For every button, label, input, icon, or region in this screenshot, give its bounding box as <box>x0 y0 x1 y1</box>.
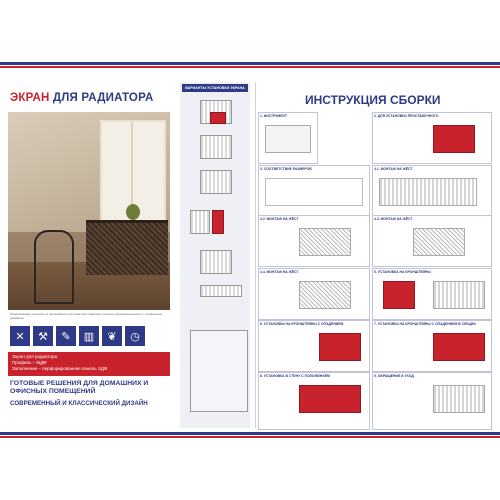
bottom-blue-band <box>0 432 500 435</box>
hammer-icon: ⚒ <box>33 326 53 346</box>
top-blue-band <box>0 62 500 65</box>
product-line-1: Экран для радиатора <box>12 354 57 359</box>
title-red-part: ЭКРАН <box>10 92 50 104</box>
screwdriver-icon: ✎ <box>56 326 76 346</box>
step-title: 1. ИНСТРУМЕНТ <box>260 114 288 118</box>
step-title: 8. УСТАНОВКА В СТЕНУ С ПОЛОЖЕНИЕМ <box>260 374 330 378</box>
step-figure <box>379 178 477 206</box>
wrench-icon: ✕ <box>10 326 30 346</box>
variant-diagram-red <box>212 210 224 234</box>
variant-diagram <box>200 285 242 297</box>
step-card <box>258 112 318 164</box>
room-photo <box>8 112 170 310</box>
top-red-band <box>0 66 500 68</box>
product-info-panel <box>8 352 170 376</box>
step-title: 4.4. МОНТАЖ НА ЖЁСТ <box>260 270 299 274</box>
product-line-3: Заполнение – перфорированная панель ХДФ <box>12 366 108 371</box>
step-figure <box>433 333 485 361</box>
step-card <box>258 215 370 267</box>
step-figure <box>383 281 415 309</box>
step-figure <box>299 385 361 413</box>
leaf-icon: ❦ <box>102 326 122 346</box>
variants-header: ВАРИАНТЫ УСТАНОВКИ ЭКРАНА <box>182 84 248 92</box>
step-card <box>372 372 492 430</box>
step-title: 6. УСТАНОВКА НА КРОНШТЕЙНЫ С ОПАДЕНИЕМ <box>260 322 344 326</box>
step-card <box>372 268 492 320</box>
step-card <box>258 165 370 217</box>
chair-image <box>34 230 74 304</box>
feature-icons <box>10 326 145 346</box>
step-figure <box>433 281 485 309</box>
step-title: 4.1. МОНТАЖ НА ЖЁСТ <box>374 167 413 171</box>
step-title: 4.3. МОНТАЖ НА ЖЁСТ <box>374 217 413 221</box>
step-title: 9. ОБРАЩЕНИЕ И УХОД <box>374 374 414 378</box>
step-card <box>372 215 492 267</box>
plant-image <box>126 204 140 220</box>
ruler-icon: ▥ <box>79 326 99 346</box>
step-title: 7. УСТАНОВКА НА КРОНШТЕЙНЫ С ОПАДЕНИЕМ В СЕКЦИИ <box>374 322 476 326</box>
variant-contact-block <box>190 330 248 412</box>
step-card <box>372 165 492 217</box>
variant-diagram-red <box>210 112 226 124</box>
slogan-secondary: СОВРЕМЕННЫЙ И КЛАССИЧЕСКИЙ ДИЗАЙН <box>10 400 148 407</box>
step-figure <box>433 125 475 153</box>
slogan: ГОТОВЫЕ РЕШЕНИЯ ДЛЯ ДОМАШНИХ И ОФИСНЫХ ПОМЕЩЕНИЙ <box>10 380 149 395</box>
step-card <box>258 268 370 320</box>
step-card <box>258 320 370 372</box>
step-figure <box>433 385 485 413</box>
product-line-2: Профиль – МДФ <box>12 360 47 365</box>
step-figure <box>299 228 351 256</box>
step-card <box>372 112 492 164</box>
column-divider <box>255 82 256 428</box>
title-blue-part: ДЛЯ РАДИАТОРА <box>52 92 154 104</box>
radiator-screen-image <box>86 220 168 275</box>
variant-diagram <box>200 170 232 194</box>
step-figure <box>299 281 351 309</box>
step-title: 3. СООТВЕТСТВИЕ РАЗМЕРОВ <box>260 167 312 171</box>
step-figure <box>413 228 465 256</box>
step-card <box>372 320 492 372</box>
step-title: 4.2. МОНТАЖ НА ЖЁСТ <box>260 217 299 221</box>
step-title: 5. УСТАНОВКА НА КРОНШТЕЙНЫ <box>374 270 431 274</box>
bottom-red-band <box>0 436 500 438</box>
size-table <box>265 178 363 206</box>
step-title: 2. ДЛЯ УСТАНОВКИ ПРИСТАВОЧНОГО <box>374 114 439 118</box>
photo-caption: Предлагаемые решения по организации пространства позволяют сочетать функциональность с интересным дизайном <box>10 312 163 320</box>
step-figure <box>265 125 311 153</box>
variant-diagram <box>190 210 210 234</box>
step-card <box>258 372 370 430</box>
variant-diagram <box>200 250 232 274</box>
left-title <box>10 92 153 104</box>
clock-icon: ◷ <box>125 326 145 346</box>
step-figure <box>319 333 361 361</box>
variant-diagram <box>200 135 232 159</box>
instructions-title: ИНСТРУКЦИЯ СБОРКИ <box>305 93 441 107</box>
